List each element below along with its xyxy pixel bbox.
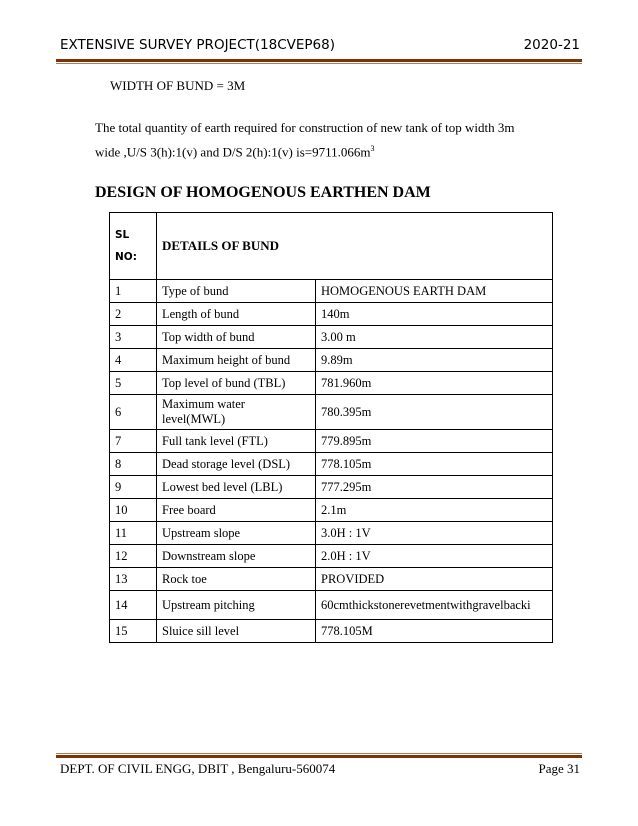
sl-cell: 8 [110, 453, 157, 476]
width-of-bund-text: WIDTH OF BUND = 3M [110, 78, 246, 93]
item-cell: Lowest bed level (LBL) [157, 476, 316, 499]
table-row [110, 591, 553, 620]
sl-cell: 1 [110, 280, 157, 303]
value-cell: 2.1m [316, 499, 553, 522]
table-row [110, 395, 553, 430]
value-cell: 778.105m [316, 453, 553, 476]
table-row [110, 430, 553, 453]
table-row [110, 522, 553, 545]
sl-cell: 3 [110, 326, 157, 349]
item-cell: Rock toe [157, 568, 316, 591]
value-cell: HOMOGENOUS EARTH DAM [316, 280, 553, 303]
table-row [110, 620, 553, 643]
sl-cell: 15 [110, 620, 157, 643]
header-rule-thin [56, 63, 582, 64]
item-cell: Free board [157, 499, 316, 522]
item-cell: Downstream slope [157, 545, 316, 568]
footer-dept: DEPT. OF CIVIL ENGG, DBIT , Bengaluru-560074 [60, 761, 336, 776]
sl-cell: 6 [110, 395, 157, 430]
table-row [110, 499, 553, 522]
header-rule [56, 59, 582, 62]
page-footer [60, 761, 580, 777]
sl-cell: 10 [110, 499, 157, 522]
value-cell: 9.89m [316, 349, 553, 372]
earth-quantity-paragraph [95, 117, 545, 162]
value-cell: 777.295m [316, 476, 553, 499]
sl-cell: 11 [110, 522, 157, 545]
sl-cell: 12 [110, 545, 157, 568]
footer-rule-thin [56, 753, 582, 754]
sl-no-header: SL NO: [110, 213, 157, 280]
sl-cell: 14 [110, 591, 157, 620]
item-cell: Maximum height of bund [157, 349, 316, 372]
value-cell: PROVIDED [316, 568, 553, 591]
table-row [110, 280, 553, 303]
sl-cell: 2 [110, 303, 157, 326]
item-cell: Full tank level (FTL) [157, 430, 316, 453]
table-row [110, 545, 553, 568]
section-title: DESIGN OF HOMOGENOUS EARTHEN DAM [95, 184, 431, 201]
paragraph-line-1: The total quantity of earth required for construction of new tank of top width 3m [95, 120, 515, 135]
item-cell: Upstream pitching [157, 591, 316, 620]
item-cell: Dead storage level (DSL) [157, 453, 316, 476]
footer-rule [56, 755, 582, 758]
item-cell: Top width of bund [157, 326, 316, 349]
table-row [110, 303, 553, 326]
cubic-superscript: 3 [370, 144, 375, 153]
sl-cell: 5 [110, 372, 157, 395]
sl-cell: 7 [110, 430, 157, 453]
value-cell: 3.00 m [316, 326, 553, 349]
item-cell: Length of bund [157, 303, 316, 326]
value-cell: 140m [316, 303, 553, 326]
header-year: 2020-21 [523, 37, 580, 53]
table-row [110, 568, 553, 591]
value-cell: 779.895m [316, 430, 553, 453]
sl-cell: 9 [110, 476, 157, 499]
sl-cell: 4 [110, 349, 157, 372]
paragraph-line-2: wide ,U/S 3(h):1(v) and D/S 2(h):1(v) $is=9711.066m^3$ [95, 144, 375, 160]
item-cell: Upstream slope [157, 522, 316, 545]
header-title: EXTENSIVE SURVEY PROJECT(18CVEP68) [60, 37, 335, 53]
page-number: Page 31 [538, 761, 580, 776]
bund-details-table [109, 212, 553, 643]
table-row [110, 453, 553, 476]
item-cell: Maximum water level(MWL) [157, 395, 316, 430]
item-cell: Type of bund [157, 280, 316, 303]
sl-cell: 13 [110, 568, 157, 591]
table-row [110, 349, 553, 372]
page-header [60, 37, 580, 53]
value-cell: 778.105M [316, 620, 553, 643]
table-row [110, 372, 553, 395]
value-cell: 2.0H : 1V [316, 545, 553, 568]
value-cell: 3.0H : 1V [316, 522, 553, 545]
table-header-row [110, 213, 553, 280]
details-header: DETAILS OF BUND [157, 213, 553, 280]
value-cell: 780.395m [316, 395, 553, 430]
value-cell: 781.960m [316, 372, 553, 395]
item-cell: Top level of bund (TBL) [157, 372, 316, 395]
table-row [110, 476, 553, 499]
table-row [110, 326, 553, 349]
value-cell: 60cmthickstonerevetmentwithgravelbacki [316, 591, 553, 620]
item-cell: Sluice sill level [157, 620, 316, 643]
